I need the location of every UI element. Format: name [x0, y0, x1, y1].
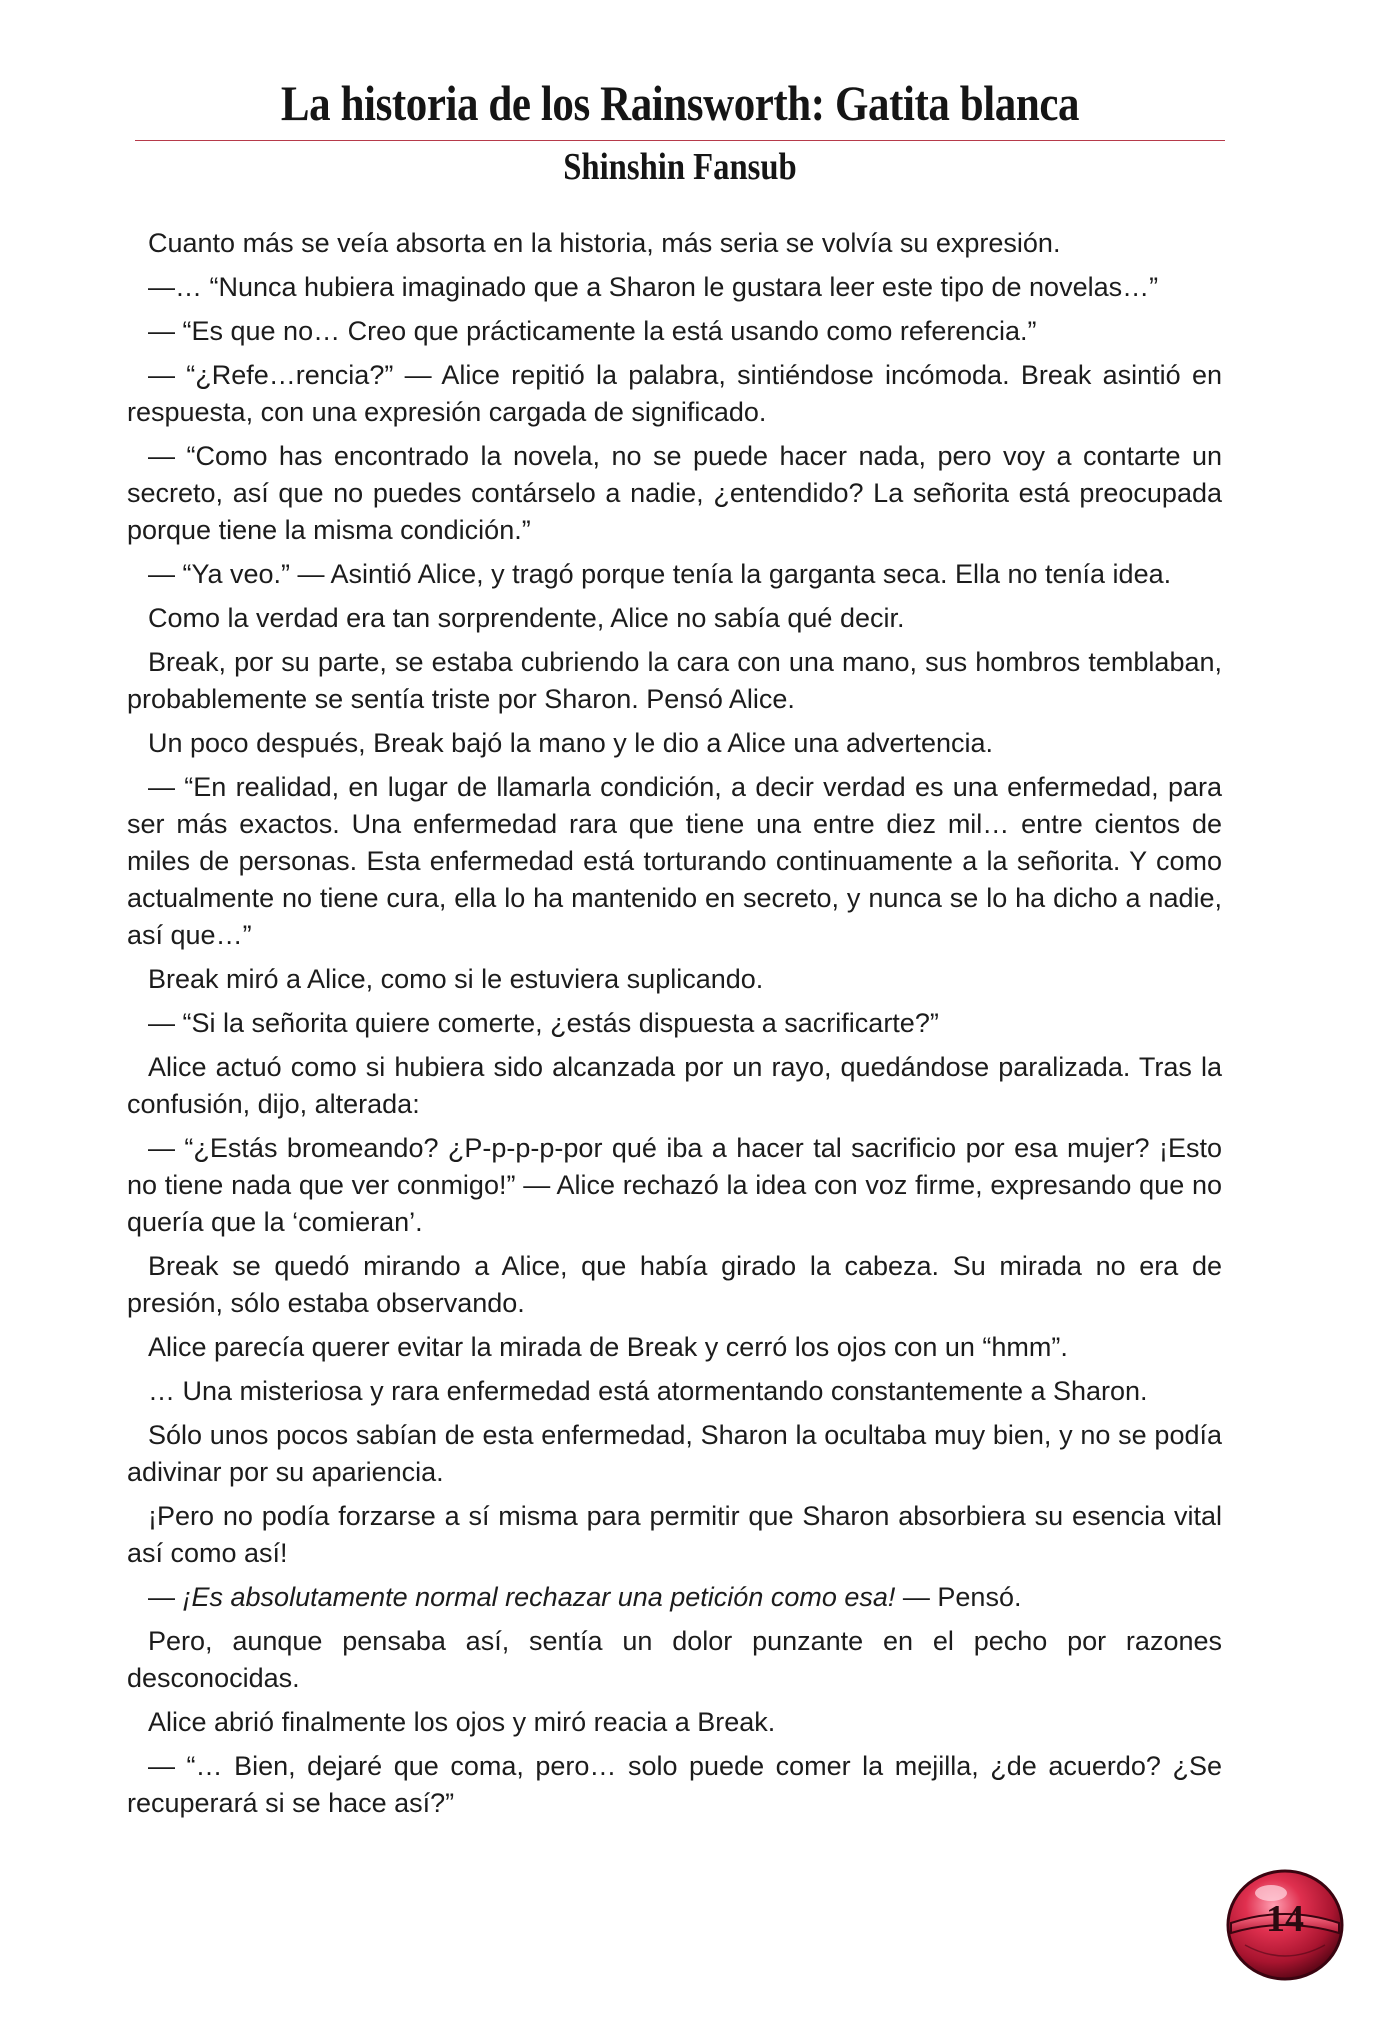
paragraph: Pero, aunque pensaba así, sentía un dolor punzante en el pecho por razones desconocidas. [127, 1626, 1222, 1693]
book-title: La historia de los Rainsworth: Gatita blanca [280, 75, 1080, 131]
paragraph: — “Ya veo.” — Asintió Alice, y tragó porque tenía la garganta seca. Ella no tenía idea. [148, 559, 1172, 589]
paragraph: Alice actuó como si hubiera sido alcanzada por un rayo, quedándose paralizada. Tras la confusión, dijo, alterada: [127, 1052, 1222, 1119]
paragraph: — “Si la señorita quiere comerte, ¿estás dispuesta a sacrificarte?” [148, 1008, 939, 1038]
paragraph: — “Es que no… Creo que prácticamente la está usando como referencia.” [148, 316, 1037, 346]
italic-thought-text: ¡Es absolutamente normal rechazar una petición como esa! [182, 1582, 896, 1612]
fansub-subtitle: Shinshin Fansub [563, 146, 797, 188]
paragraph: Break, por su parte, se estaba cubriendo la cara con una mano, sus hombros temblaban, probablemente se sentía triste por Sharon. Pensó Alice. [127, 647, 1222, 714]
page-header [135, 68, 1225, 191]
paragraph: Alice abrió finalmente los ojos y miró reacia a Break. [148, 1707, 776, 1737]
paragraph: — “¿Refe…rencia?” — Alice repitió la palabra, sintiéndose incómoda. Break asintió en respuesta, con una expresión cargada de significado. [127, 360, 1222, 427]
paragraph: — “… Bien, dejaré que coma, pero… solo puede comer la mejilla, ¿de acuerdo? ¿Se recuperará si se hace así?” [127, 1751, 1222, 1818]
paragraph: — “En realidad, en lugar de llamarla condición, a decir verdad es una enfermedad, para ser más exactos. Una enfermedad rara que tiene una entre diez mil… entre cientos de miles de personas. Esta enfermedad está torturando continuamente a la señorita. Y como actualmente no tiene cura, ella lo ha mantenido en secreto, y nunca se lo ha dicho a nadie, así que…” [127, 772, 1222, 950]
paragraph: — “¿Estás bromeando? ¿P-p-p-p-por qué iba a hacer tal sacrificio por esa mujer? ¡Esto no tiene nada que ver conmigo!” — Alice rechazó la idea con voz firme, expresando que no quería que la ‘comieran’. [127, 1133, 1222, 1237]
italic-thought-paragraph: — ¡Es absolutamente normal rechazar una petición como esa! — Pensó. [148, 1582, 1022, 1612]
paragraph: Sólo unos pocos sabían de esta enfermedad, Sharon la ocultaba muy bien, y no se podía adivinar por su apariencia. [127, 1420, 1222, 1487]
paragraph: Como la verdad era tan sorprendente, Alice no sabía qué decir. [148, 603, 905, 633]
paragraph: Cuanto más se veía absorta en la historia, más seria se volvía su expresión. [148, 228, 1061, 258]
paragraph: Break se quedó mirando a Alice, que había girado la cabeza. Su mirada no era de presión, sólo estaba observando. [127, 1251, 1222, 1318]
paragraph: ¡Pero no podía forzarse a sí misma para permitir que Sharon absorbiera su esencia vital así como así! [127, 1501, 1222, 1568]
paragraph: Un poco después, Break bajó la mano y le dio a Alice una advertencia. [148, 728, 994, 758]
paragraph: Break miró a Alice, como si le estuviera suplicando. [148, 964, 764, 994]
paragraph: —… “Nunca hubiera imaginado que a Sharon le gustara leer este tipo de novelas…” [148, 272, 1159, 302]
paragraph: — “Como has encontrado la novela, no se puede hacer nada, pero voy a contarte un secreto, así que no puedes contárselo a nadie, ¿entendido? La señorita está preocupada porque tiene la misma condición.” [127, 441, 1222, 545]
body-text [127, 225, 1222, 1829]
title-divider [135, 140, 1225, 141]
page-number-badge [1225, 1863, 1345, 1983]
paragraph: … Una misteriosa y rara enfermedad está atormentando constantemente a Sharon. [148, 1376, 1148, 1406]
paragraph: Alice parecía querer evitar la mirada de Break y cerró los ojos con un “hmm”. [148, 1332, 1068, 1362]
page-number: 14 [1266, 1898, 1304, 1940]
